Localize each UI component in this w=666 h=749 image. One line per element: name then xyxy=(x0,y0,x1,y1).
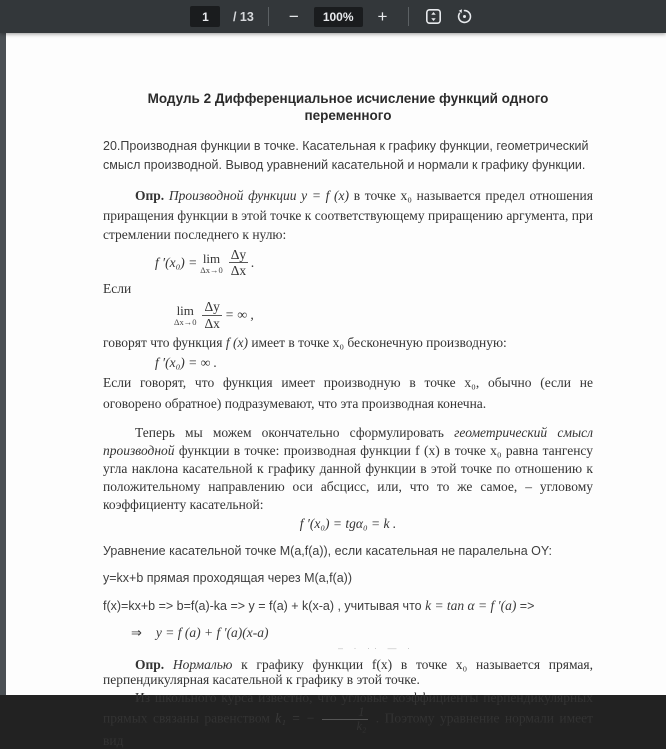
text-segment: имеет в точке x₀ бесконечную производную: xyxy=(247,335,507,351)
text-segment: . Поэтому уравнение нормали имеет вид xyxy=(103,710,594,749)
tangent-equation-intro: Уравнение касательной точке M(a,f(a)), если касательная не паралельна OY: xyxy=(103,543,552,558)
geometric-meaning-paragraph xyxy=(103,424,593,514)
infinite-derivative-line xyxy=(103,333,593,353)
formula-end: . xyxy=(251,254,255,270)
formula-derivative-limit xyxy=(155,247,593,279)
formula-tangent-slope: f ′(x₀) = tgα₀ = k . xyxy=(299,515,397,531)
text-segment: f(x)=kx+b => b=f(a)-ka => y = f(a) + k(x-a) , учитывая что xyxy=(103,598,426,613)
fit-page-icon xyxy=(425,8,442,25)
topic-paragraph: 20.Производная функции в точке. Касательная к графику функции, геометрический смысл производной. Вывод уравнений касательной и нормали к графику функции. xyxy=(103,138,589,172)
geometric-term: геометрический смысл производной xyxy=(103,424,594,458)
page-number-input[interactable] xyxy=(190,6,220,27)
tangent-derivation-line xyxy=(103,598,593,614)
toolbar-separator xyxy=(268,7,269,26)
definition-derivative xyxy=(103,186,593,245)
definition-text: к графику функции f(x) в точке x₀ называется прямая, перпендикулярная касательной к графику в этой точке. xyxy=(103,656,593,688)
definition-normal xyxy=(103,657,593,688)
zoom-out-button[interactable]: − xyxy=(283,6,305,28)
implies-arrow: ⇒ xyxy=(131,624,142,640)
zoom-in-button[interactable]: + xyxy=(372,6,394,28)
math-fx: f (x) xyxy=(225,335,248,351)
definition-label: Опр. xyxy=(135,656,165,672)
definition-text: в точке x₀ называется предел отношения приращения функции в этой точке к соответствующему приращению аргумента, при стремлении последнего к нулю: xyxy=(103,188,593,243)
fit-page-button[interactable] xyxy=(423,6,445,28)
fraction-dy-dx: $\frac{\Delta y}{\Delta x}$ xyxy=(204,299,220,331)
document-title: Модуль 2 Дифференциальное исчисление функций одного переменного xyxy=(147,91,549,123)
rotate-button[interactable] xyxy=(454,6,476,28)
formula-infinite-limit xyxy=(171,299,593,331)
fraction-dy-dx: $\frac{\Delta y}{\Delta x}$ xyxy=(230,246,247,279)
math-tangent-equation: y = f (a) + f ′(a)(x-a) xyxy=(155,624,269,640)
definition-term: Нормалью xyxy=(164,656,233,672)
tangent-equation-result xyxy=(131,625,593,641)
formula-lhs: f ′(x₀) = xyxy=(155,254,198,270)
text-segment: функции в точке: производная функции f (x) в точке x₀ равна тангенсу угла наклона касательной к графику данной функции в этой точке по отношению к положительному направлению оси абсцисс, или, что то же самое, – угловому коэффициенту касательной: xyxy=(103,442,593,512)
fraction-1-k2: $\frac{1}{\text{k₂}}$ xyxy=(322,706,368,733)
text-segment: => xyxy=(516,598,535,613)
rotate-icon xyxy=(456,8,473,25)
limit-operator: lim Δx→0 xyxy=(200,250,223,275)
text-segment: говорят что функция xyxy=(103,335,226,351)
pdf-toolbar xyxy=(0,0,666,33)
viewer-canvas xyxy=(0,33,666,749)
page-count-label: / 13 xyxy=(229,9,254,24)
text-segment: Из школьного курса известно, что угловые коэффициенты перпендикулярных прямых связаны равенством xyxy=(103,690,593,726)
toolbar-separator xyxy=(408,7,409,26)
formula-derivative-infinity: f ′(x₀) = ∞ . xyxy=(155,355,217,371)
document-page xyxy=(6,33,666,749)
scan-artifact-marks: – · ·· — · xyxy=(338,642,414,653)
toolbar-controls xyxy=(190,6,475,28)
limit-operator: lim Δx→0 xyxy=(174,302,197,327)
definition-label: Опр. xyxy=(135,188,165,204)
if-word: Если xyxy=(103,280,132,296)
definition-term: Производной функции y = f (x) xyxy=(164,188,350,204)
tangent-line-through-point: y=kx+b прямая проходящая через M(a,f(a)) xyxy=(103,570,352,585)
math-k1: k₁ = − xyxy=(275,710,321,726)
normal-slope-paragraph xyxy=(103,690,593,749)
zoom-level-display: 100% xyxy=(314,7,363,27)
text-segment: Теперь мы можем окончательно сформулировать xyxy=(135,424,455,440)
formula-end: = ∞ , xyxy=(224,307,254,323)
math-k-tan-alpha: k = tan α = f ′(a) xyxy=(425,597,517,613)
finite-derivative-paragraph: Если говорят, что функция имеет производную в точке x₀, обычно (если не оговорено обратное) подразумевают, что эта производная конечна. xyxy=(103,375,593,411)
